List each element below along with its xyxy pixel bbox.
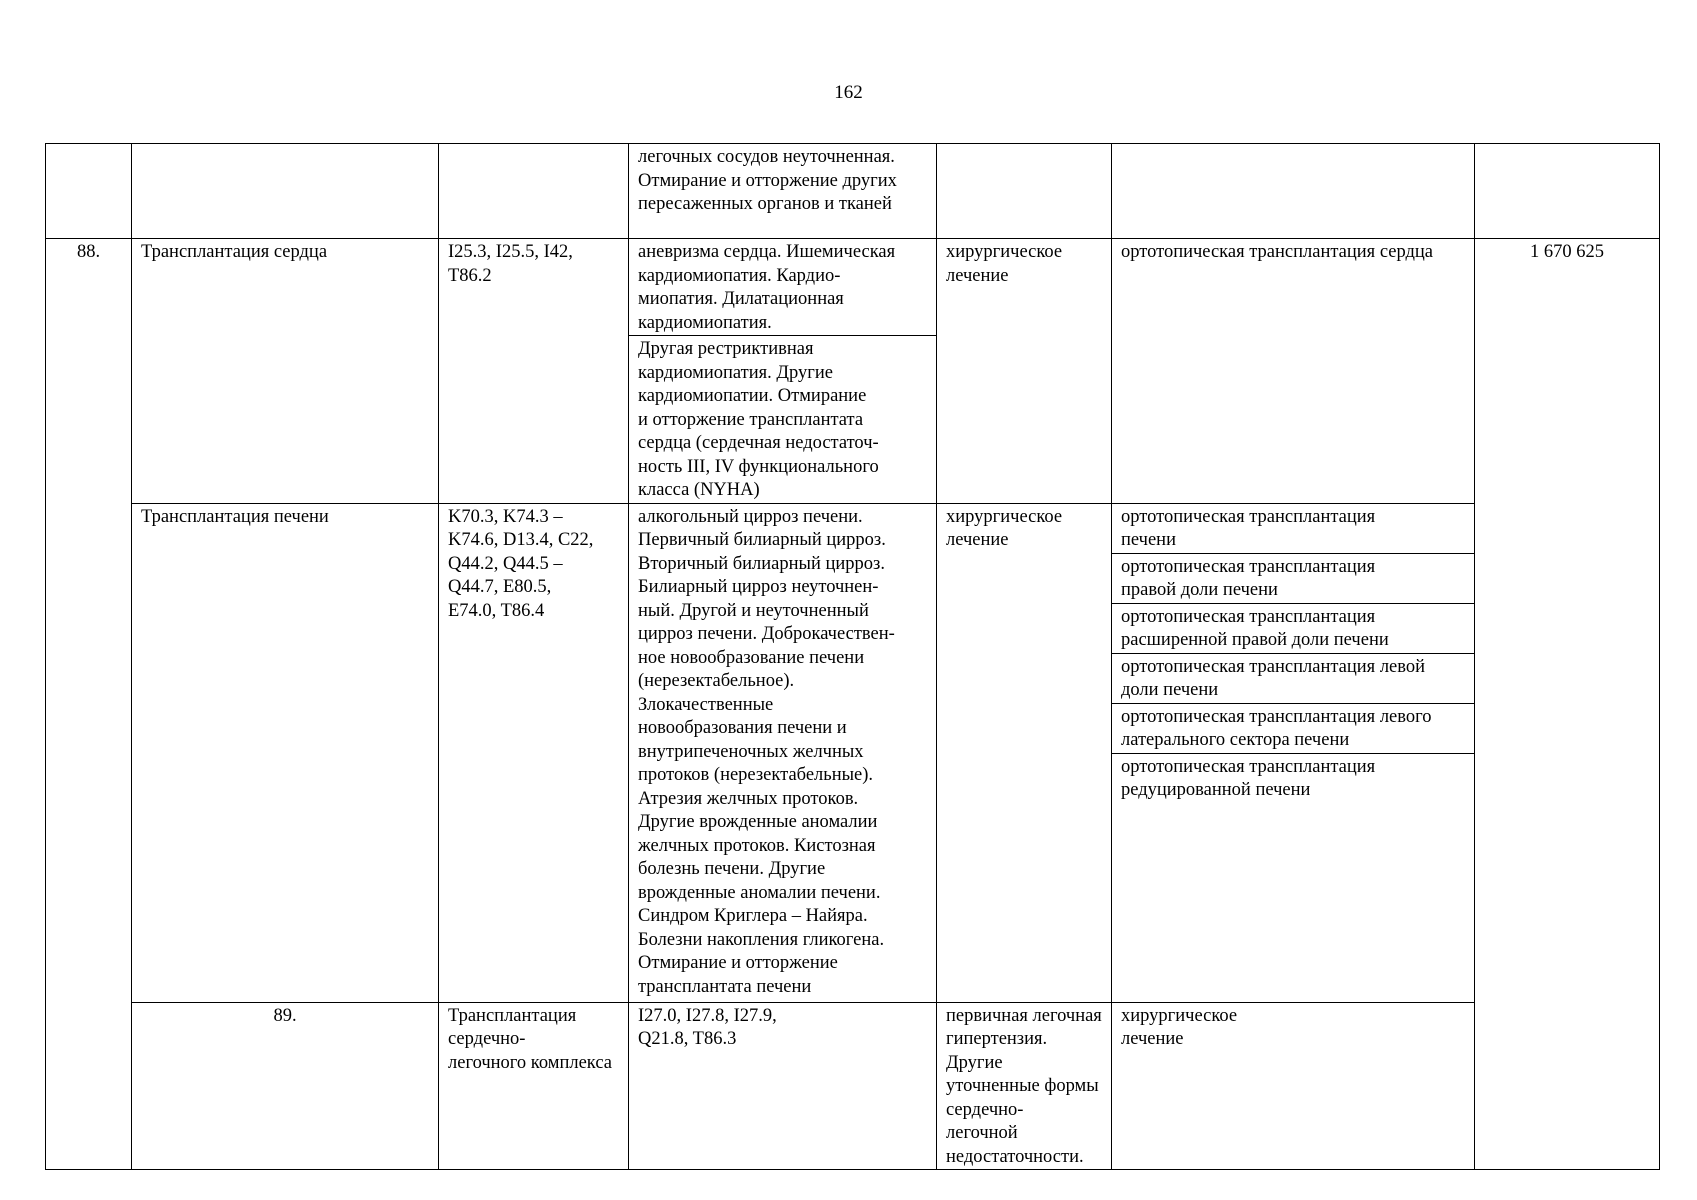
- cell-name: [132, 144, 439, 239]
- table-row: [46, 503, 1660, 553]
- diagnosis-cell: аневризма сердца. Ишемическая кардиомиопатия. Кардио- миопатия. Дилатационная кардиомиопатия.: [629, 239, 937, 336]
- table-row: [46, 144, 1660, 239]
- diagnosis-cell: первичная легочная гипертензия. Другие уточненные формы сердечно- легочной недостаточности.: [937, 1002, 1112, 1170]
- treatment-method: ортотопическая трансплантация правой доли печени: [1112, 553, 1475, 603]
- treatment-method: ортотопическая трансплантация расширенной правой доли печени: [1112, 603, 1475, 653]
- treatment-method: ортотопическая трансплантация печени: [1112, 503, 1475, 553]
- treatment-method: ортотопическая трансплантация левой доли печени: [1112, 653, 1475, 703]
- icd-codes: I25.3, I25.5, I42, T86.2: [439, 239, 629, 504]
- procedure-name: Трансплантация сердечно- легочного комплекса: [439, 1002, 629, 1170]
- cell-diagnosis: легочных сосудов неуточненная. Отмирание и отторжение других пересаженных органов и тканей: [629, 144, 937, 239]
- cell-codes: [439, 144, 629, 239]
- row-number: 89.: [132, 1002, 439, 1170]
- treatment-method: ортотопическая трансплантация левого латерального сектора печени: [1112, 703, 1475, 753]
- treatment-method: ортотопическая трансплантация редуцированной печени: [1112, 753, 1475, 1002]
- icd-codes: I27.0, I27.8, I27.9, Q21.8, T86.3: [629, 1002, 937, 1170]
- cost-value: 1 670 625: [1475, 239, 1660, 1170]
- cell-method: [1112, 144, 1475, 239]
- treatment-type: хирургическое лечение: [937, 239, 1112, 504]
- treatment-method: ортотопическая трансплантация сердца: [1112, 239, 1475, 504]
- table-row: [46, 239, 1660, 336]
- diagnosis-cell: алкогольный цирроз печени. Первичный билиарный цирроз. Вторичный билиарный цирроз. Билиарный цирроз неуточнен- ный. Другой и неуточненный цирроз печени. Доброкачествен- ное новообразование печени (нерезектабельное). Злокачественные новообразования печени и внутрипеченочных желчных протоков (нерезектабельные). Атрезия желчных протоков. Другие врожденные аномалии желчных протоков. Кистозная болезнь печени. Другие врожденные аномалии печени. Синдром Криглера – Найяра. Болезни накопления гликогена. Отмирание и отторжение трансплантата печени: [629, 503, 937, 1002]
- procedure-name: Трансплантация сердца: [132, 239, 439, 504]
- procedure-name: Трансплантация печени: [132, 503, 439, 1002]
- treatment-table: [45, 143, 1660, 1170]
- icd-codes: K70.3, K74.3 – K74.6, D13.4, C22, Q44.2, Q44.5 – Q44.7, E80.5, E74.0, T86.4: [439, 503, 629, 1002]
- cell-treatment: [937, 144, 1112, 239]
- cell-number: [46, 144, 132, 239]
- diagnosis-cell: Другая рестриктивная кардиомиопатия. Другие кардиомиопатии. Отмирание и отторжение трансплантата сердца (сердечная недостаточ- ность III, IV функционального класса (NYHA): [629, 336, 937, 504]
- cell-cost: [1475, 144, 1660, 239]
- treatment-type: хирургическое лечение: [1112, 1002, 1475, 1170]
- row-number: 88.: [46, 239, 132, 1170]
- page-number: 162: [834, 82, 863, 103]
- table-row: [46, 1002, 1660, 1170]
- treatment-type: хирургическое лечение: [937, 503, 1112, 1002]
